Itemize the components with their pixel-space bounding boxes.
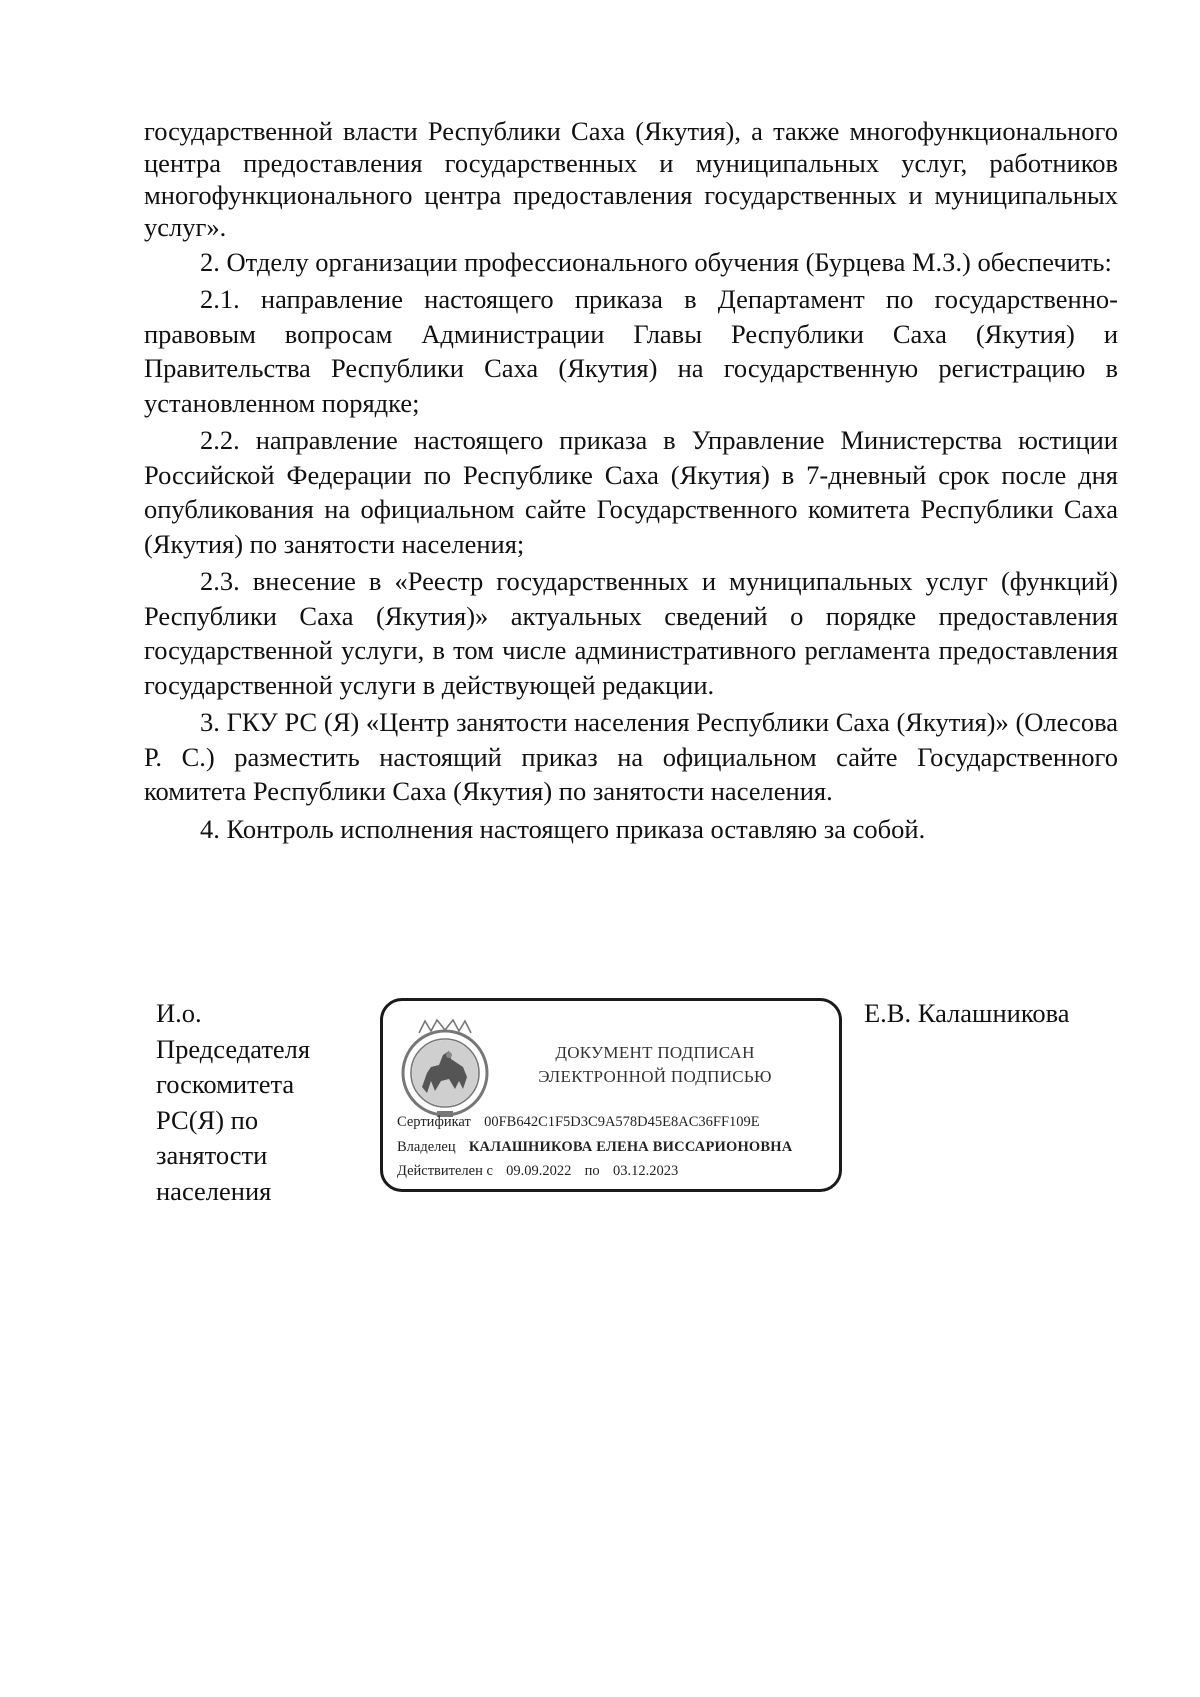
stamp-title-line-1: ДОКУМЕНТ ПОДПИСАН bbox=[555, 1043, 755, 1062]
valid-from-date: 09.09.2022 bbox=[506, 1163, 572, 1179]
valid-from-label: Действителен с bbox=[397, 1163, 493, 1179]
valid-to-date: 03.12.2023 bbox=[612, 1163, 679, 1179]
paragraph-item-2: 2. Отделу организации профессионального обучения (Бурцева М.З.) обеспечить: bbox=[200, 247, 1112, 277]
paragraph-item-4: 4. Контроль исполнения настоящего приказа оставляю за собой. bbox=[200, 813, 926, 844]
signatory-position bbox=[156, 996, 356, 1209]
electronic-signature-stamp bbox=[380, 998, 842, 1192]
stamp-owner-row bbox=[397, 1139, 792, 1156]
paragraph-item-2-2: 2.2. направление настоящего приказа в Управление Министерства юстиции Российской Федерации по Республике Саха (Якутия) в 7-дневный срок после дня опубликования на официальном сайте Государственного комитета Республики Саха (Якутия) по занятости населения; bbox=[144, 425, 1118, 559]
signatory-position-line: РС(Я) по bbox=[156, 1104, 259, 1135]
paragraph-continuation: государственной власти Республики Саха (Якутия), а также многофункционального центра предоставления государственных и муниципальных услуг, работников многофункционального центра предоставления государственных и муниципальных услуг». bbox=[144, 116, 1118, 242]
signatory-position-line: госкомитета bbox=[156, 1069, 295, 1099]
stamp-title-line-2: ЭЛЕКТРОННОЙ ПОДПИСЬЮ bbox=[538, 1067, 772, 1086]
signatory-name: Е.В. Калашникова bbox=[864, 998, 1070, 1028]
sakha-coat-of-arms-icon bbox=[397, 1015, 493, 1121]
paragraph-item-2-3: 2.3. внесение в «Реестр государственных и муниципальных услуг (функций) Республики Саха (Якутия)» актуальных сведений о порядке предоставления государственной услуги, в том числе административного регламента предоставления государственной услуги в действующей редакции. bbox=[144, 566, 1118, 700]
signatory-position-line: Председателя bbox=[156, 1033, 311, 1064]
valid-to-label: по bbox=[584, 1163, 600, 1179]
owner-value: КАЛАШНИКОВА ЕЛЕНА ВИССАРИОНОВНА bbox=[468, 1139, 793, 1155]
signatory-position-line: И.о. bbox=[156, 998, 202, 1028]
document-body bbox=[144, 115, 1118, 846]
stamp-certificate-row bbox=[397, 1114, 760, 1131]
paragraph-item-3: 3. ГКУ РС (Я) «Центр занятости населения Республики Саха (Якутия)» (Олесова Р. С.) разместить настоящий приказ на официальном сайте Государственного комитета Республики Саха (Якутия) по занятости населения. bbox=[144, 707, 1118, 806]
paragraph-item-2-1: 2.1. направление настоящего приказа в Департамент по государственно-правовым вопросам Администрации Главы Республики Саха (Якутия) и Правительства Республики Саха (Якутия) на государственную регистрацию в установленном порядке; bbox=[144, 284, 1118, 418]
signatory-position-line: населения bbox=[156, 1175, 272, 1206]
stamp-title bbox=[495, 1041, 815, 1089]
stamp-validity-row bbox=[397, 1163, 678, 1180]
certificate-label: Сертификат bbox=[397, 1114, 471, 1130]
owner-label: Владелец bbox=[397, 1139, 456, 1155]
certificate-value: 00FB642C1F5D3C9A578D45E8AC36FF109E bbox=[484, 1114, 760, 1130]
signatory-position-line: занятости bbox=[156, 1140, 268, 1170]
